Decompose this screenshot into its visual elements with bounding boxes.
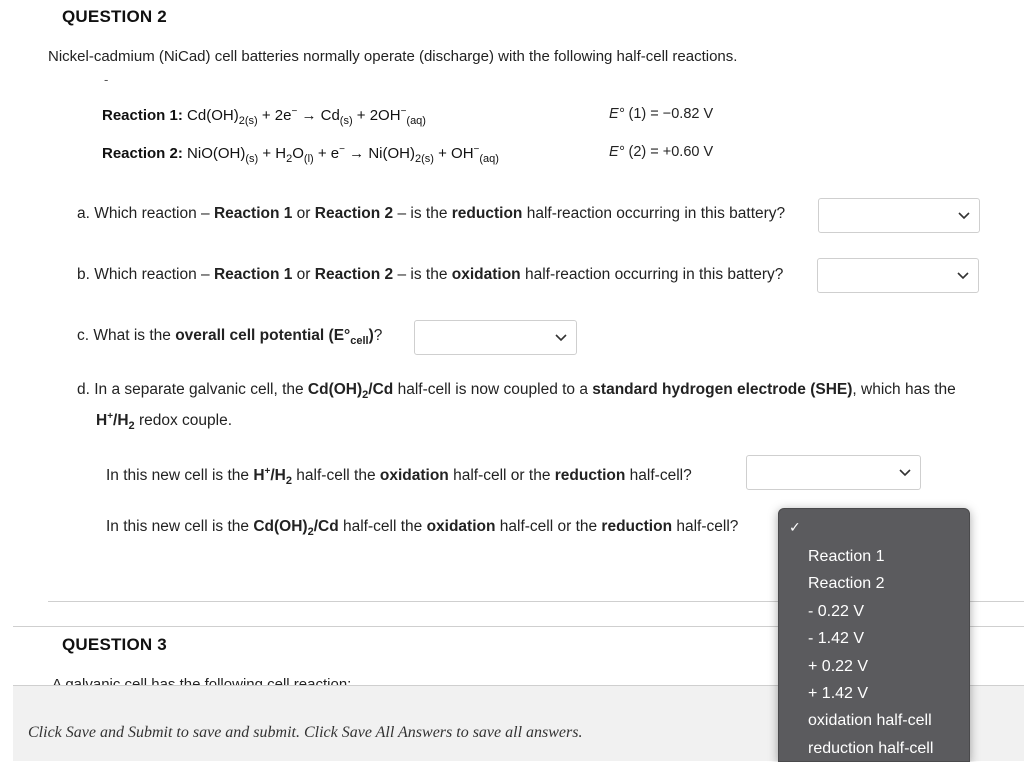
dropdown-option[interactable]: + 0.22 V bbox=[808, 657, 869, 675]
part-a-answer-select[interactable] bbox=[818, 198, 980, 233]
question-2-title: QUESTION 2 bbox=[62, 7, 167, 26]
reaction-1: Reaction 1: $Cd(OH)_{2(s)} + 2e^- \to Cd_{(s)} + 2OH^-_{(aq)}$ bbox=[102, 106, 426, 127]
dropdown-option[interactable]: - 1.42 V bbox=[808, 630, 865, 648]
dropdown-option[interactable]: + 1.42 V bbox=[808, 684, 869, 702]
part-d-subquestion-2: In this new cell is the $Cd(OH)_2/Cd$ half-cell the oxidation half-cell or the reduction half-cell? bbox=[106, 518, 739, 538]
part-a-question: a. Which reaction – Reaction 1 or Reaction 2 – is the reduction half-reaction occurring in this battery? bbox=[77, 205, 786, 222]
question-3-title: QUESTION 3 bbox=[62, 635, 167, 654]
subquestion-1-answer-select[interactable] bbox=[746, 455, 921, 490]
part-d-question-cont: $H^+/H_2$ redox couple. bbox=[96, 411, 233, 432]
chevron-down-icon bbox=[554, 332, 568, 344]
question-2-intro: Nickel-cadmium (NiCad) cell batteries normally operate (discharge) with the following half-cell reactions. bbox=[48, 48, 738, 65]
footer-instructions: Click Save and Submit to save and submit. Click Save All Answers to save all answers. bbox=[28, 724, 583, 741]
chevron-down-icon bbox=[956, 270, 970, 282]
chevron-down-icon bbox=[898, 467, 912, 479]
reaction-1-potential: E° (1) = −0.82 V bbox=[609, 106, 714, 122]
part-c-question: c. What is the overall cell potential $(E^\circ_{cell})$? bbox=[77, 327, 383, 347]
part-b-question: b. Which reaction – Reaction 1 or Reaction 2 – is the oxidation half-reaction occurring in this battery? bbox=[77, 266, 784, 283]
stray-dash: - bbox=[104, 72, 109, 87]
dropdown-option[interactable]: - 0.22 V bbox=[808, 602, 865, 620]
reaction-2-potential: E° (2) = +0.60 V bbox=[609, 144, 714, 160]
reaction-2: Reaction 2: $NiO(OH)_{(s)} + H_2O_{(l)} + e^- \to Ni(OH)_{2(s)} + OH^-_{(aq)}$ bbox=[102, 144, 499, 165]
part-d-subquestion-1: In this new cell is the $H^+/H_2$ half-cell the oxidation half-cell or the reduction half-cell? bbox=[106, 466, 692, 487]
dropdown-options bbox=[779, 543, 969, 762]
answer-dropdown-menu[interactable] bbox=[778, 508, 970, 762]
checkmark-icon: ✓ bbox=[789, 519, 801, 535]
part-b-answer-select[interactable] bbox=[817, 258, 979, 293]
part-c-answer-select[interactable] bbox=[414, 320, 577, 355]
dropdown-option[interactable]: Reaction 2 bbox=[808, 575, 885, 593]
dropdown-option[interactable]: reduction half-cell bbox=[808, 739, 934, 757]
dropdown-option[interactable]: Reaction 1 bbox=[808, 548, 885, 565]
chevron-down-icon bbox=[957, 210, 971, 222]
part-d-question: d. In a separate galvanic cell, the $Cd(OH)_2/Cd$ half-cell is now coupled to a standard hydrogen electrode (SHE), which has the bbox=[77, 381, 956, 401]
dropdown-option[interactable]: oxidation half-cell bbox=[808, 712, 932, 730]
